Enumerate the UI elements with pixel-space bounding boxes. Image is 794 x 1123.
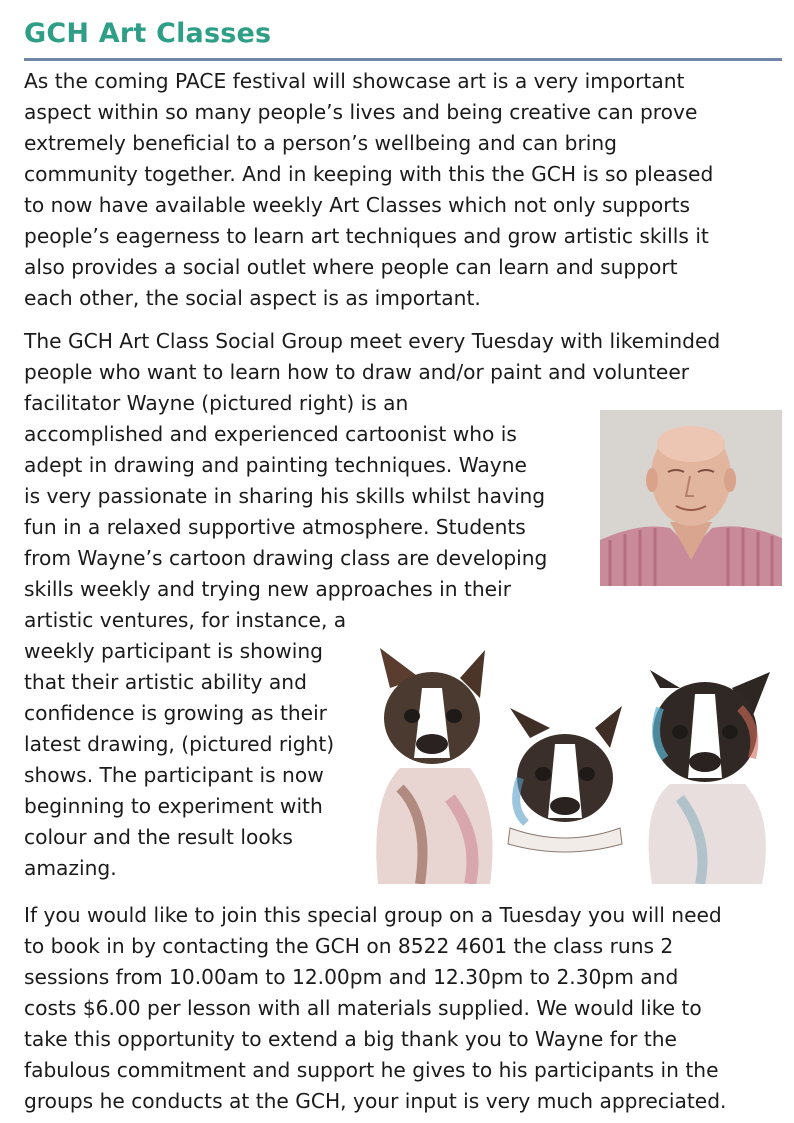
text-line: from Wayne’s cartoon drawing class are developing: [24, 546, 548, 570]
text-line: groups he conducts at the GCH, your input is very much appreciated.: [24, 1089, 727, 1113]
text-line: extremely beneficial to a person’s wellbeing and can bring: [24, 131, 617, 155]
text-line: take this opportunity to extend a big thank you to Wayne for the: [24, 1027, 677, 1051]
text-line: latest drawing, (pictured right): [24, 732, 335, 756]
text-line: people’s eagerness to learn art techniques and grow artistic skills it: [24, 224, 709, 248]
text-line: community together. And in keeping with this the GCH is so pleased: [24, 162, 714, 186]
dog-drawing-artwork: [360, 648, 782, 884]
text-line: to now have available weekly Art Classes which not only supports: [24, 193, 691, 217]
text-line: sessions from 10.00am to 12.00pm and 12.30pm to 2.30pm and: [24, 965, 679, 989]
text-line: fabulous commitment and support he gives to his participants in the: [24, 1058, 719, 1082]
text-line: The GCH Art Class Social Group meet every Tuesday with likeminded: [24, 329, 721, 353]
text-line: colour and the result looks: [24, 825, 293, 849]
text-line: costs $6.00 per lesson with all materials supplied. We would like to: [24, 996, 702, 1020]
text-line: fun in a relaxed supportive atmosphere. Students: [24, 515, 526, 539]
intro-paragraph: [24, 66, 713, 314]
page-title: GCH Art Classes: [24, 18, 272, 49]
text-line: that their artistic ability and: [24, 670, 307, 694]
text-line: amazing.: [24, 856, 117, 880]
text-line: is very passionate in sharing his skills whilst having: [24, 484, 546, 508]
text-line: aspect within so many people’s lives and being creative can prove: [24, 100, 698, 124]
text-line: facilitator Wayne (pictured right) is an: [24, 391, 409, 415]
text-line: weekly participant is showing: [24, 639, 323, 663]
text-line: to book in by contacting the GCH on 8522 4601 the class runs 2: [24, 934, 674, 958]
text-line: If you would like to join this special group on a Tuesday you will need: [24, 903, 722, 927]
text-line: skills weekly and trying new approaches in their: [24, 577, 512, 601]
wayne-portrait-photo: [600, 410, 782, 586]
text-line: As the coming PACE festival will showcase art is a very important: [24, 69, 685, 93]
text-line: people who want to learn how to draw and/or paint and volunteer: [24, 360, 690, 384]
booking-info-paragraph: [24, 900, 726, 1117]
text-line: accomplished and experienced cartoonist who is: [24, 422, 517, 446]
text-line: beginning to experiment with: [24, 794, 323, 818]
text-line: adept in drawing and painting techniques. Wayne: [24, 453, 527, 477]
text-line: each other, the social aspect is as important.: [24, 286, 481, 310]
text-line: shows. The participant is now: [24, 763, 324, 787]
text-line: artistic ventures, for instance, a: [24, 608, 347, 632]
title-divider: [24, 58, 782, 61]
text-line: confidence is growing as their: [24, 701, 327, 725]
text-line: also provides a social outlet where people can learn and support: [24, 255, 678, 279]
